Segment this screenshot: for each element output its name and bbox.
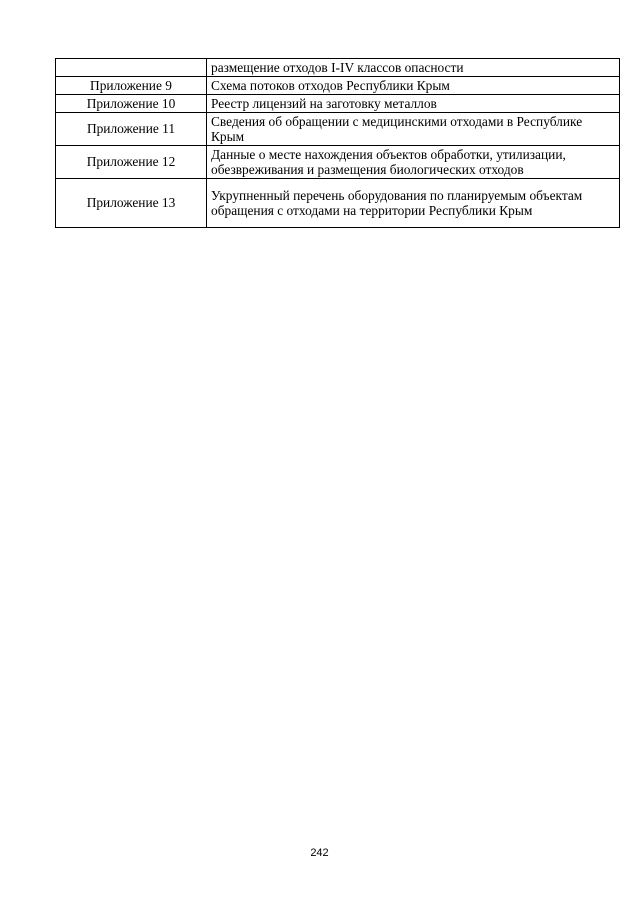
appendix-description-cell: Реестр лицензий на заготовку металлов bbox=[207, 95, 620, 113]
appendix-description-cell: размещение отходов I-IV классов опасности bbox=[207, 59, 620, 77]
page-number: 242 bbox=[310, 847, 329, 859]
appendix-description-cell: Сведения об обращении с медицинскими отходами в Республике Крым bbox=[207, 113, 620, 146]
table-row bbox=[56, 77, 620, 95]
appendix-number-cell: Приложение 9 bbox=[56, 77, 207, 95]
appendix-table bbox=[55, 58, 620, 228]
appendix-number-cell: Приложение 13 bbox=[56, 179, 207, 228]
appendix-description-cell: Данные о месте нахождения объектов обработки, утилизации, обезвреживания и размещения биологических отходов bbox=[207, 146, 620, 179]
appendix-description-cell: Схема потоков отходов Республики Крым bbox=[207, 77, 620, 95]
appendix-number-cell: Приложение 12 bbox=[56, 146, 207, 179]
appendix-description-cell: Укрупненный перечень оборудования по планируемым объектам обращения с отходами на территории Республики Крым bbox=[207, 179, 620, 228]
table-row bbox=[56, 113, 620, 146]
appendix-number-cell bbox=[56, 59, 207, 77]
table-row bbox=[56, 95, 620, 113]
table-row bbox=[56, 59, 620, 77]
appendix-number-cell: Приложение 11 bbox=[56, 113, 207, 146]
table-row bbox=[56, 179, 620, 228]
table-row bbox=[56, 146, 620, 179]
appendix-number-cell: Приложение 10 bbox=[56, 95, 207, 113]
